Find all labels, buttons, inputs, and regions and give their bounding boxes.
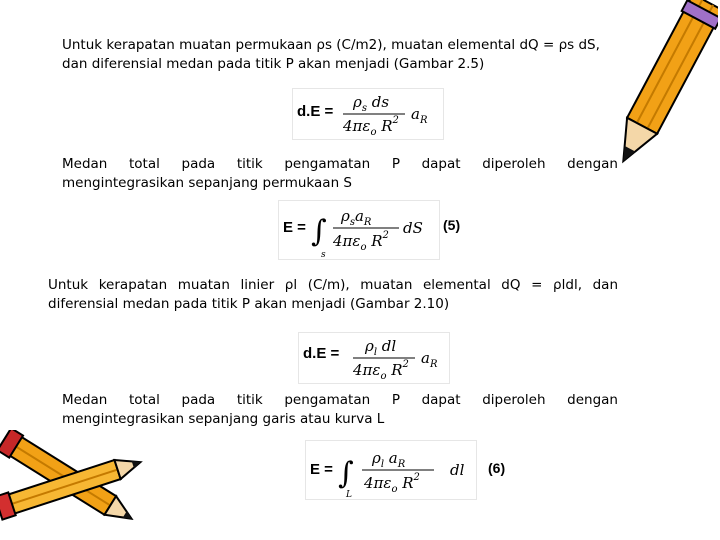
equation-2-number: (5) xyxy=(443,217,461,233)
svg-text:ρl dl: $\rho_l$ dl xyxy=(365,337,397,358)
equation-3 xyxy=(298,332,450,384)
equation-1-formula xyxy=(341,91,441,139)
total-field-line-1: Medan total pada titik pengamatan P dapat diperoleh dengan xyxy=(62,156,618,172)
equation-3-label: d.E = xyxy=(303,345,340,362)
svg-text:∫: ∫ xyxy=(311,214,327,249)
intro-paragraph-surface: Untuk kerapatan muatan permukaan ρs (C/m2), muatan elemental dQ = ρs dS, dan diferensial medan pada titik P akan menjadi (Gambar 2.5) xyxy=(62,37,600,72)
svg-text:dS: dS xyxy=(403,219,423,237)
svg-text:4πεo R2: $4\pi\varepsilon_o$ $R^2$ xyxy=(353,359,409,382)
svg-text:4πεo R2: $4\pi\varepsilon_o$ $R^2$ xyxy=(343,115,399,138)
total-field-linear-line-2: mengintegrasikan sepanjang garis atau kurva L xyxy=(62,411,385,427)
svg-text:ρl aR: $\rho_l$ $a_R$ xyxy=(372,449,406,470)
equation-2-label: E = xyxy=(283,219,306,236)
svg-text:aR: $a_R$ xyxy=(411,105,428,126)
total-field-linear-line-1: Medan total pada titik pengamatan P dapat diperoleh dengan xyxy=(62,392,618,408)
equation-1-label: d.E = xyxy=(297,103,334,120)
intro-paragraph-linear-line-2: diferensial medan pada titik P akan menjadi (Gambar 2.10) xyxy=(48,296,450,312)
svg-text:ρs ds: $\rho_s$ ds xyxy=(353,93,390,114)
intro-paragraph-linear-line-1: Untuk kerapatan muatan linier ρl (C/m), muatan elemental dQ = ρldl, dan xyxy=(48,277,618,293)
equation-4-formula xyxy=(338,441,474,499)
svg-text:4πεo R2: $4\pi\varepsilon_o$ $R^2$ xyxy=(364,472,420,495)
svg-text:dl: dl xyxy=(450,461,465,479)
equation-3-formula xyxy=(351,335,451,383)
crossed-pencils-icon xyxy=(0,430,150,540)
svg-text:s: s xyxy=(321,250,326,259)
svg-text:4πεo R2: $4\pi\varepsilon_o$ $R^2$ xyxy=(333,230,389,253)
equation-1 xyxy=(292,88,444,140)
equation-4 xyxy=(305,440,477,500)
equation-2-formula xyxy=(311,201,439,259)
pencil-icon xyxy=(600,0,718,180)
svg-text:∫: ∫ xyxy=(338,456,354,491)
equation-2 xyxy=(278,200,440,260)
equation-4-label: E = xyxy=(310,461,333,478)
svg-text:L: L xyxy=(346,490,352,499)
total-field-line-2: mengintegrasikan sepanjang permukaan S xyxy=(62,175,352,191)
equation-4-number: (6) xyxy=(488,460,506,476)
svg-text:ρsaR: $\rho_sa_R$ xyxy=(341,207,372,228)
svg-text:aR: $a_R$ xyxy=(421,349,438,370)
